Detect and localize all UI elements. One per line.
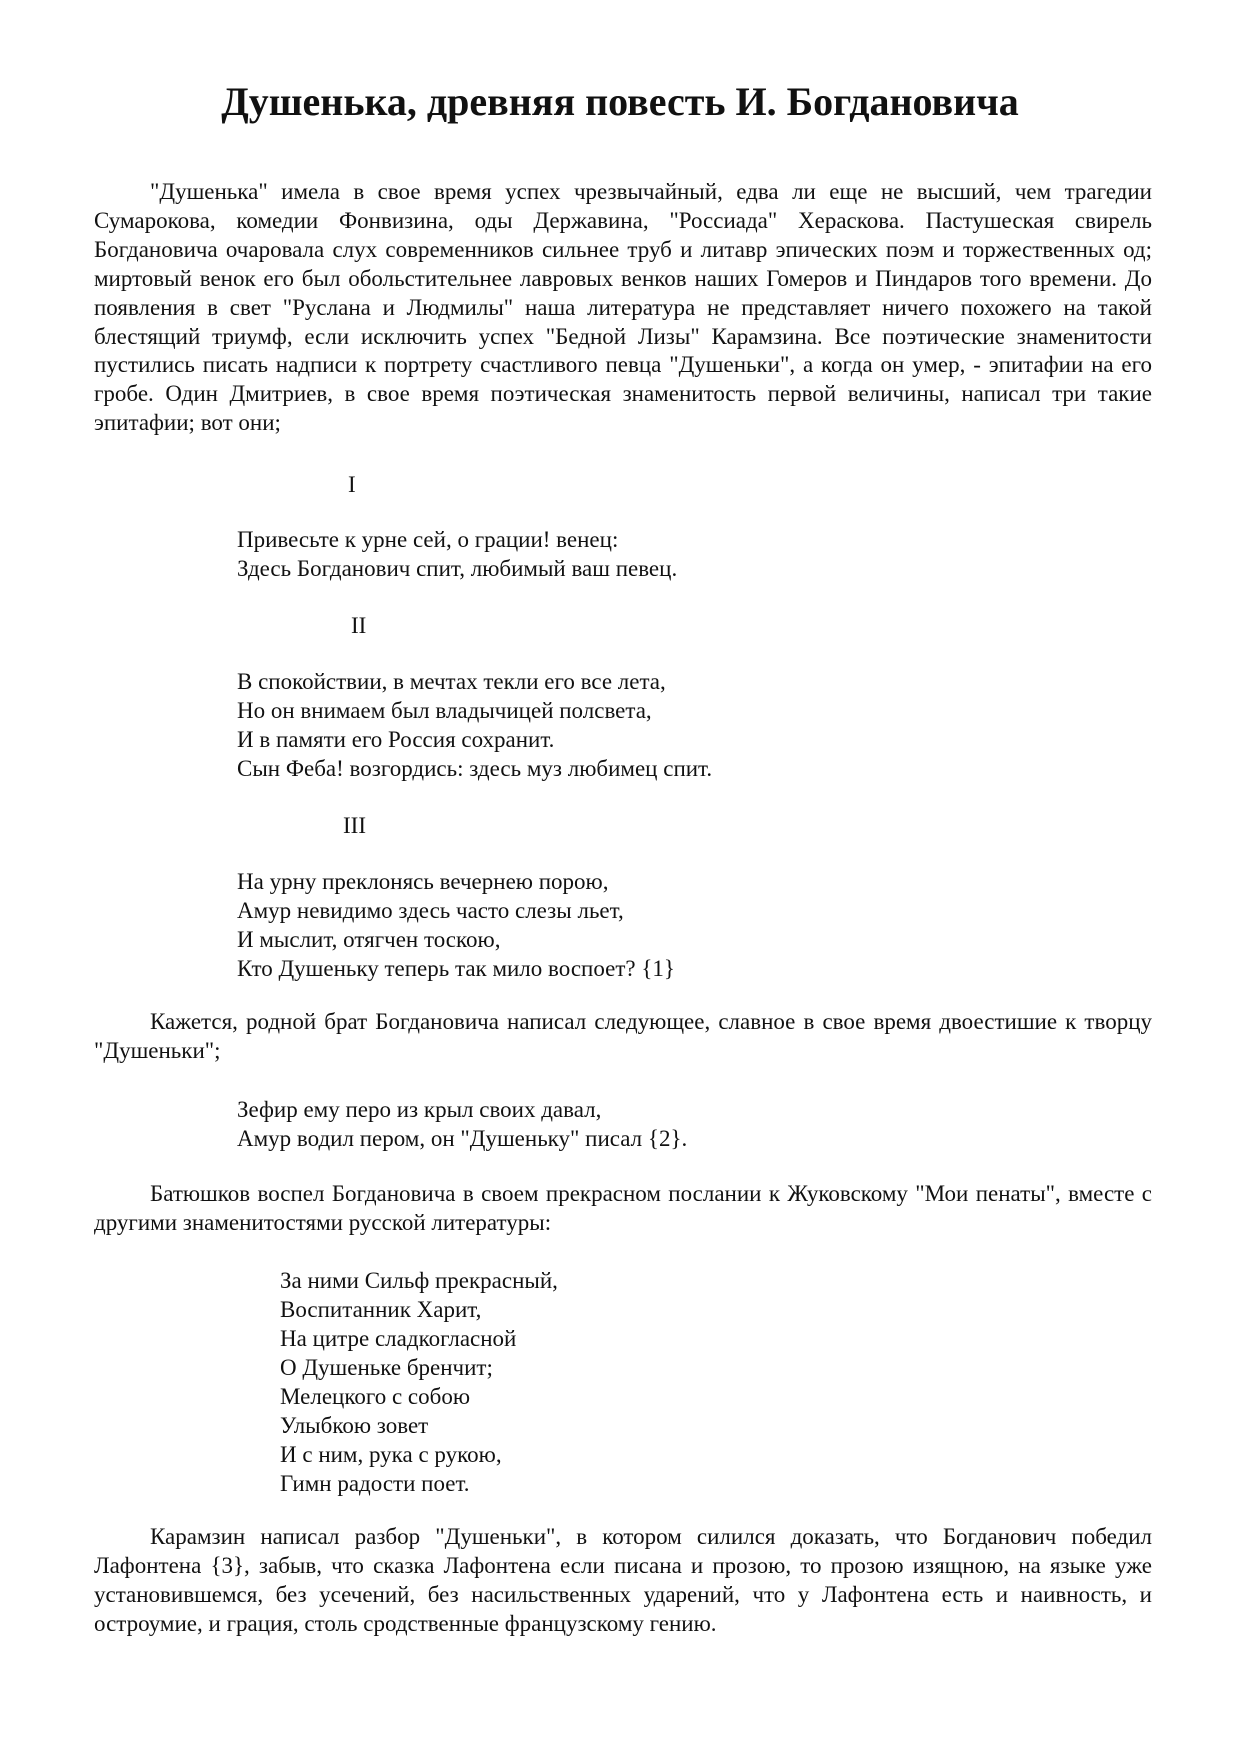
epitaph-3-verse [237,867,675,983]
verse-line: Но он внимаем был владычицей полсвета, [237,698,652,723]
karamzin-paragraph: Карамзин написал разбор "Душеньки", в котором силился доказать, что Богданович победил Лафонтена {3}, забыв, что сказка Лафонтена если писана и прозою, то прозою изящною, на языке уже установившемся, без усечений, без насильственных ударений, что у Лафонтена есть и наивность, и остроумие, и грация, столь сродственные французскому гению. [94,1524,1152,1636]
verse-line: Сын Феба! возгордись: здесь муз любимец спит. [237,756,713,781]
couplet-verse [237,1095,687,1153]
verse-line: В спокойствии, в мечтах текли его все лета, [237,669,666,694]
epitaph-2-verse [237,667,712,783]
verse-line: Воспитанник Харит, [280,1297,482,1322]
verse-line: За ними Сильф прекрасный, [280,1268,558,1293]
epitaph-numeral-2: II [351,613,367,638]
verse-line: И мыслит, отягчен тоскою, [237,927,501,952]
verse-line: Амур водил пером, он "Душеньку" писал {2}. [237,1126,688,1151]
verse-line: Здесь Богданович спит, любимый ваш певец. [237,556,678,581]
verse-line: Привесьте к урне сей, о грации! венец: [237,527,619,552]
epitaph-numeral-1: I [348,472,356,497]
verse-line: И в памяти его Россия сохранит. [237,727,555,752]
verse-line: На урну преклонясь вечернею порою, [237,869,609,894]
verse-line: Кто Душеньку теперь так мило воспоет? {1} [237,956,675,981]
verse-line: Гимн радости поет. [280,1471,470,1496]
intro-paragraph: "Душенька" имела в свое время успех чрезвычайный, едва ли еще не высший, чем трагедии Сумарокова, комедии Фонвизина, оды Державина, "Россиада" Хераскова. Пастушеская свирель Богдановича очаровала слух современников сильнее труб и литавр эпических поэм и торжественных од; миртовый венок его был обольстительнее лавровых венков наших Гомеров и Пиндаров того времени. До появления в свет "Руслана и Людмилы" наша литература не представляет ничего похожего на такой блестящий триумф, если исключить успех "Бедной Лизы" Карамзина. Все поэтические знаменитости пустились писать надписи к портрету счастливого певца "Душеньки", а когда он умер, - эпитафии на его гробе. Один Дмитриев, в свое время поэтическая знаменитость первой величины, написал три такие эпитафии; вот они; [94,179,1152,436]
batyushkov-verse [280,1266,558,1498]
verse-line: На цитре сладкогласной [280,1326,517,1351]
verse-line: И с ним, рука с рукою, [280,1442,502,1467]
batyushkov-paragraph: Батюшков воспел Богдановича в своем прекрасном послании к Жуковскому "Мои пенаты", вместе с другими знаменитостями русской литературы: [94,1181,1152,1235]
verse-line: Улыбкою зовет [280,1413,429,1438]
verse-line: Амур невидимо здесь часто слезы льет, [237,898,624,923]
epitaph-1-verse [237,525,677,583]
verse-line: Зефир ему перо из крыл своих давал, [237,1097,602,1122]
verse-line: Мелецкого с собою [280,1384,471,1409]
epitaph-numeral-3: III [343,813,366,838]
verse-line: О Душеньке бренчит; [280,1355,493,1380]
document-title: Душенька, древняя повесть И. Богдановича [221,79,1019,124]
brother-paragraph: Кажется, родной брат Богдановича написал следующее, славное в свое время двоестишие к творцу "Душеньки"; [94,1009,1152,1063]
